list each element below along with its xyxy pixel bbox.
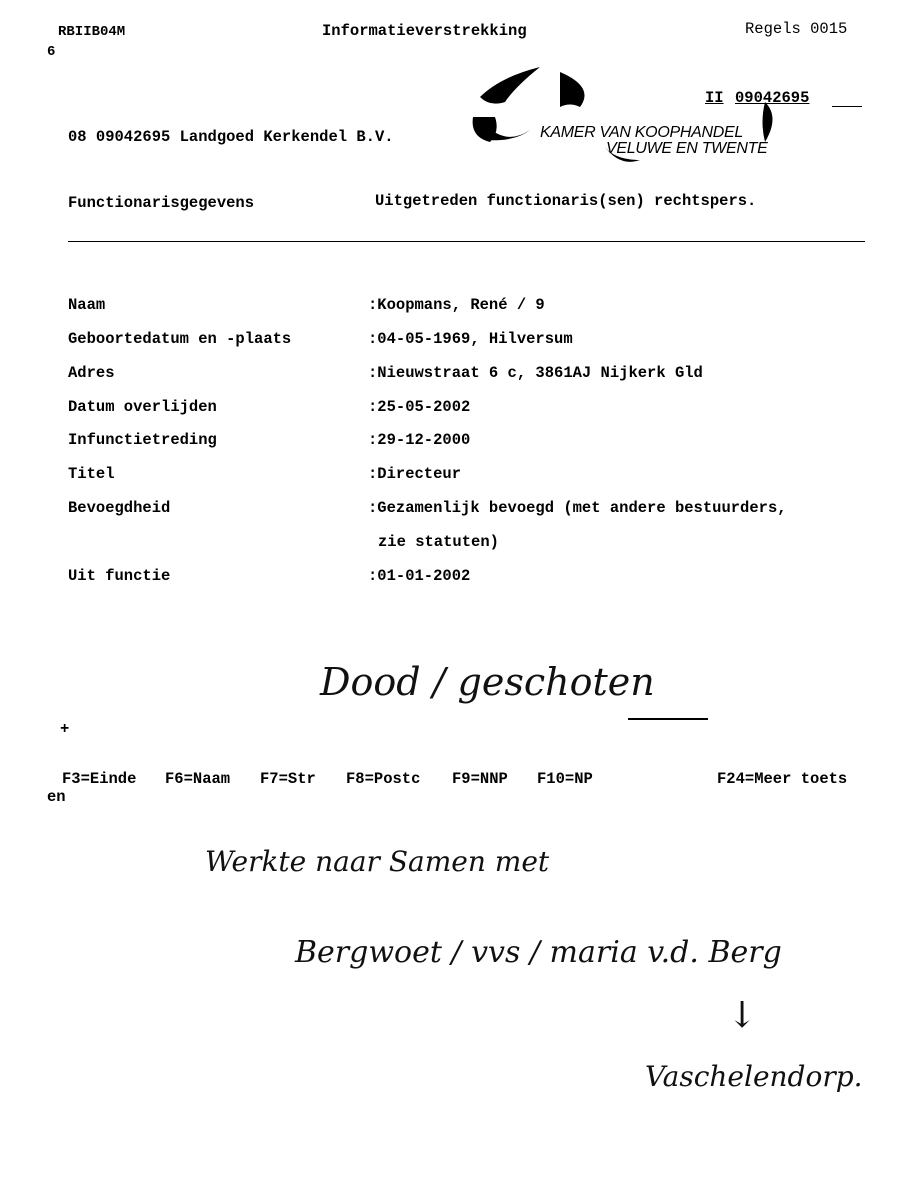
key-f8[interactable]: F8=Postc <box>346 770 421 788</box>
divider <box>68 241 865 242</box>
field-value: :01-01-2002 <box>368 567 471 585</box>
field-label: Adres <box>68 364 115 382</box>
key-f24[interactable]: F24=Meer toets <box>717 770 848 788</box>
key-f6[interactable]: F6=Naam <box>165 770 231 788</box>
key-f3[interactable]: F3=Einde <box>62 770 137 788</box>
section-right: Uitgetreden functionaris(sen) rechtspers. <box>375 192 757 210</box>
field-label: Bevoegdheid <box>68 499 171 517</box>
handwritten-underline <box>628 718 708 720</box>
key-f9[interactable]: F9=NNP <box>452 770 508 788</box>
input-underline <box>832 106 862 107</box>
reference-number: 09042695 <box>735 89 810 107</box>
field-value: :Koopmans, René / 9 <box>368 296 545 314</box>
screen-title: Informatieverstrekking <box>322 22 527 40</box>
arrow-down-icon: ↓ <box>727 995 758 1036</box>
field-value-continued: zie statuten) <box>378 533 499 551</box>
field-value: :29-12-2000 <box>368 431 471 449</box>
logo-line-2: VELUWE EN TWENTE <box>606 140 768 157</box>
field-label: Naam <box>68 296 106 314</box>
field-value: :25-05-2002 <box>368 398 471 416</box>
field-label: Uit functie <box>68 567 171 585</box>
handwritten-note-worked: Werkte naar Samen met <box>205 845 550 878</box>
handwritten-note-place: Vaschelendorp. <box>645 1060 863 1093</box>
key-f7[interactable]: F7=Str <box>260 770 316 788</box>
field-value: :04-05-1969, Hilversum <box>368 330 573 348</box>
reference-prefix: II <box>705 89 724 107</box>
field-label: Geboortedatum en -plaats <box>68 330 292 348</box>
field-label: Titel <box>68 465 115 483</box>
field-label: Infunctietreding <box>68 431 217 449</box>
program-code: RBIIB04M <box>58 24 126 40</box>
page-digit: 6 <box>47 44 56 60</box>
section-left: Functionarisgegevens <box>68 194 255 212</box>
handwritten-note-names: Bergwoet / vvs / maria v.d. Berg <box>295 935 782 970</box>
logo-line-1: KAMER VAN KOOPHANDEL <box>540 124 743 141</box>
key-f10[interactable]: F10=NP <box>537 770 593 788</box>
plus-marker: + <box>60 720 70 738</box>
field-label: Datum overlijden <box>68 398 217 416</box>
handwritten-note-death: Dood / geschoten <box>320 660 655 704</box>
lines-count: Regels 0015 <box>745 20 848 38</box>
field-value: :Directeur <box>368 465 462 483</box>
key-f24-wrap: en <box>47 788 66 806</box>
field-value: :Gezamenlijk bevoegd (met andere bestuurders, <box>368 499 787 517</box>
company-line: 08 09042695 Landgoed Kerkendel B.V. <box>68 128 394 146</box>
field-value: :Nieuwstraat 6 c, 3861AJ Nijkerk Gld <box>368 364 703 382</box>
